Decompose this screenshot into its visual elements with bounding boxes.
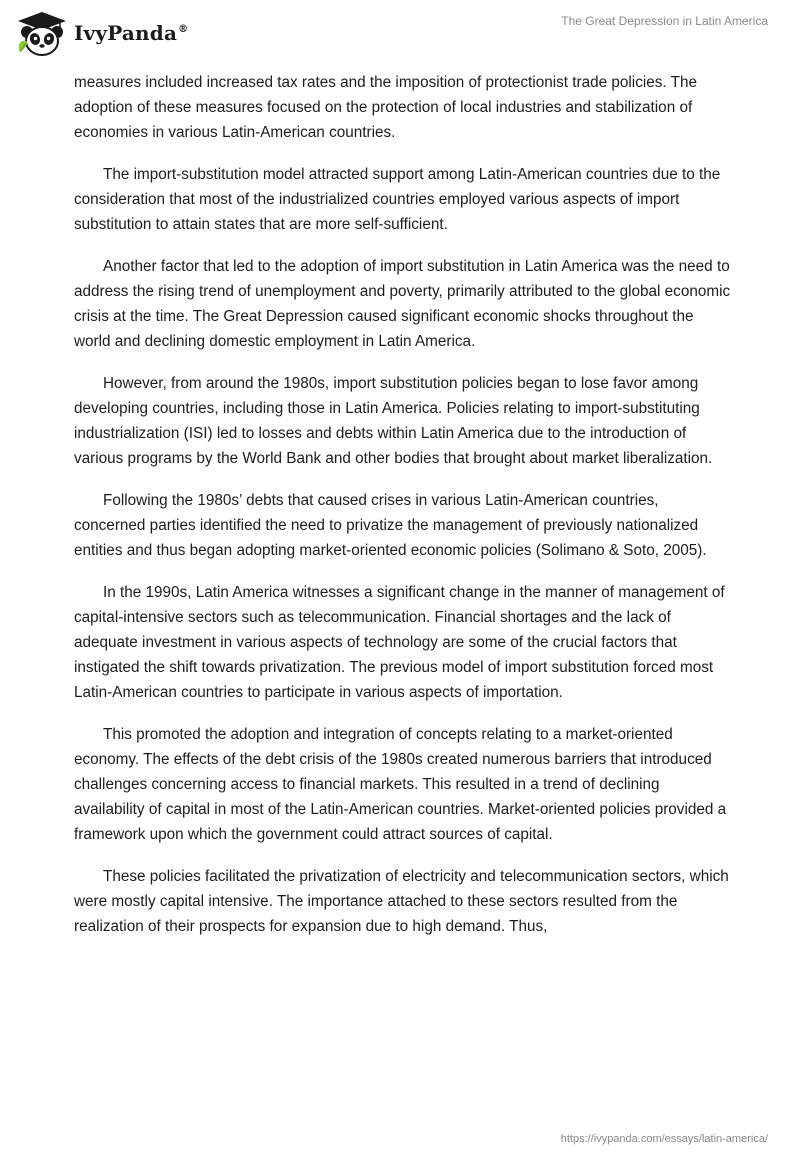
source-url-link[interactable]: https://ivypanda.com/essays/latin-america/ xyxy=(560,1133,768,1145)
paragraph: In the 1990s, Latin America witnesses a significant change in the manner of management of capital-intensive sectors such as telecommunication. Financial shortages and the lack of adequate investment in various aspects of technology are some of the crucial factors that instigated the shift towards privatization. The previous model of import substitution forced most Latin-American countries to participate in various aspects of importation. xyxy=(74,584,725,701)
paragraph: Another factor that led to the adoption of import substitution in Latin America was the need to address the rising trend of unemployment and poverty, primarily attributed to the global economic crisis at the time. The Great Depression caused significant economic shocks throughout the world and declining domestic employment in Latin America. xyxy=(74,258,731,350)
panda-graduate-icon xyxy=(14,8,70,58)
essay-body xyxy=(74,70,734,956)
paragraph: This promoted the adoption and integration of concepts relating to a market-oriented economy. The effects of the debt crisis of the 1980s created numerous barriers that introduced challenges concerning access to financial markets. This resulted in a trend of declining availability of capital in most of the Latin-American countries. Market-oriented policies provided a framework upon which the government could attract sources of capital. xyxy=(74,726,727,843)
document-title: The Great Depression in Latin America xyxy=(561,14,768,28)
registered-mark: ® xyxy=(178,24,189,36)
paragraph: However, from around the 1980s, import substitution policies began to lose favor among developing countries, including those in Latin America. Policies relating to import-substituting industrialization (ISI) led to losses and debts within Latin America due to the introduction of various programs by the World Bank and other bodies that brought about market liberalization. xyxy=(74,375,713,467)
paragraph: Following the 1980s’ debts that caused crises in various Latin-American countries, concerned parties identified the need to privatize the management of previously nationalized entities and thus began adopting market-oriented economic policies (Solimano & Soto, 2005). xyxy=(74,492,707,559)
brand-name: IvyPanda® xyxy=(74,21,189,45)
paragraph: measures included increased tax rates and the imposition of protectionist trade policies. The adoption of these measures focused on the protection of local industries and stabilization of economies in various Latin-American countries. xyxy=(74,74,697,141)
page-header xyxy=(0,0,800,70)
ivypanda-logo[interactable] xyxy=(14,8,188,58)
paragraph: The import-substitution model attracted support among Latin-American countries due to the consideration that most of the industrialized countries employed various aspects of import substitution to attain states that are more self-sufficient. xyxy=(74,166,721,233)
paragraph: These policies facilitated the privatization of electricity and telecommunication sectors, which were mostly capital intensive. The importance attached to these sectors resulted from the realization of their prospects for expansion due to high demand. Thus, xyxy=(74,868,729,935)
